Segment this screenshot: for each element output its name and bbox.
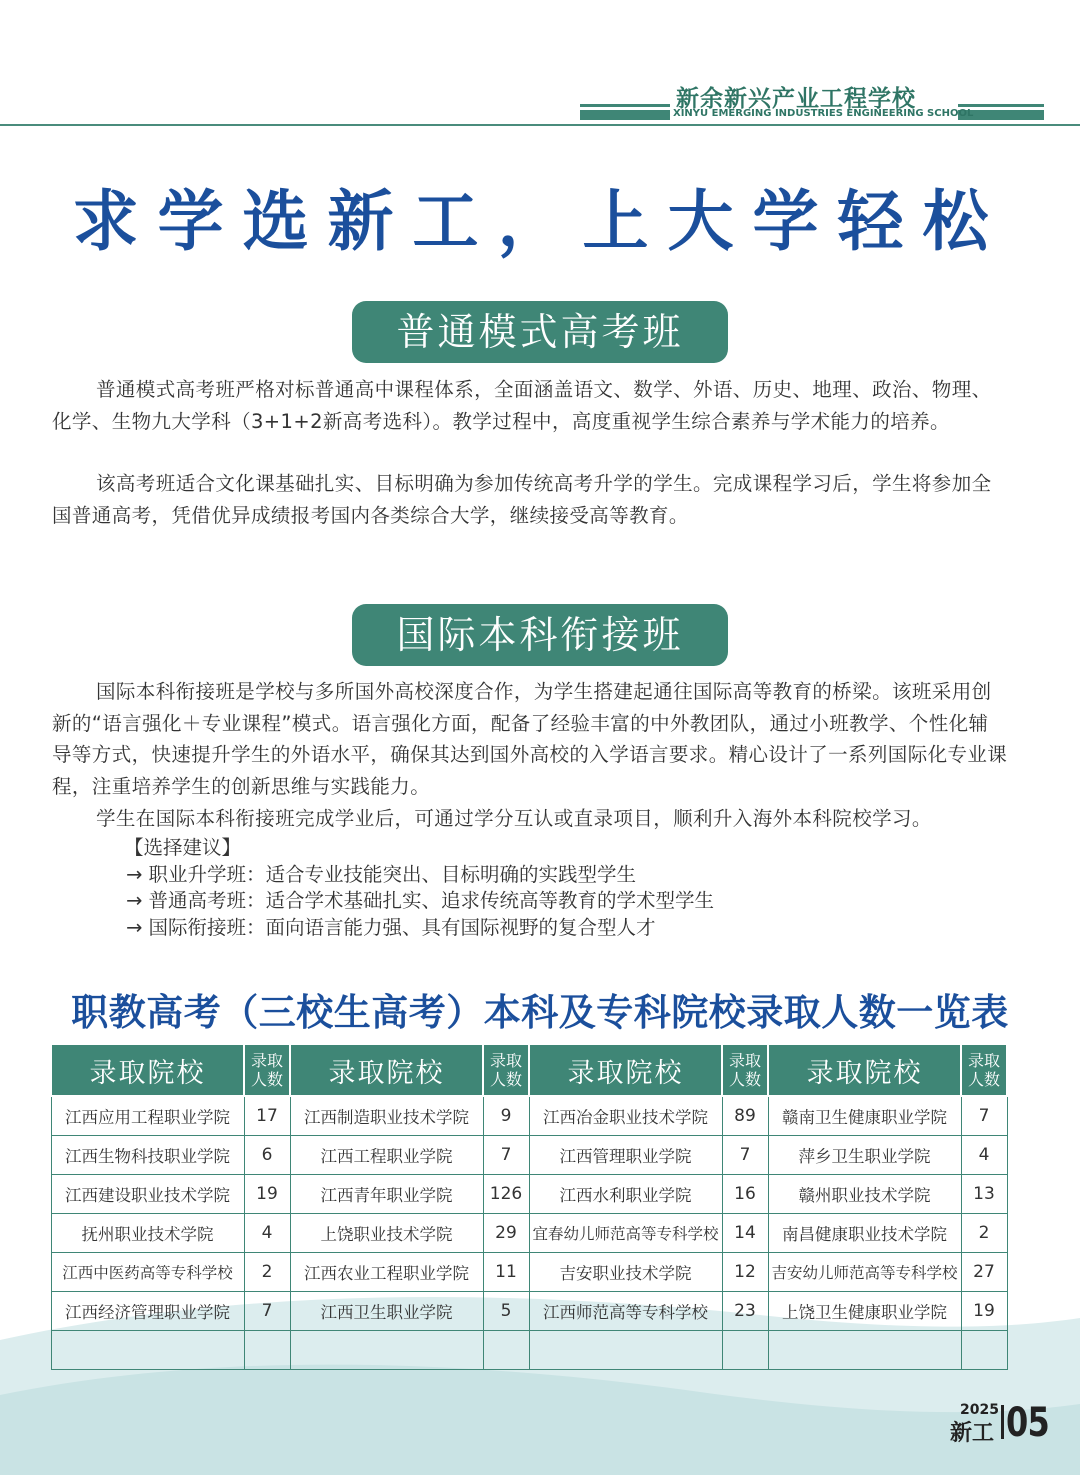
school-cell: 江西建设职业技术学院 [51, 1175, 244, 1214]
page-footer [950, 1400, 1050, 1446]
footer-year: 2025 [960, 1402, 999, 1418]
section1-paragraph1 [52, 374, 1008, 437]
advice-item: → 普通高考班：适合学术基础扎实、追求传统高等教育的学术型学生 [126, 889, 715, 912]
table-row [51, 1096, 1007, 1136]
section1-paragraph2-text: 该高考班适合文化课基础扎实、目标明确为参加传统高考升学的学生。完成课程学习后，学生将参加全国普通高考，凭借优异成绩报考国内各类综合大学，继续接受高等教育。 [52, 472, 992, 527]
count-cell: 12 [722, 1253, 768, 1292]
school-cell: 赣南卫生健康职业学院 [768, 1096, 961, 1136]
school-cell: 江西师范高等专科学校 [529, 1292, 722, 1331]
count-cell: 14 [722, 1214, 768, 1253]
table-row [51, 1253, 1007, 1292]
school-cell [51, 1331, 244, 1370]
count-cell: 4 [244, 1214, 290, 1253]
school-cell: 江西卫生职业学院 [290, 1292, 483, 1331]
school-name-cn: 新余新兴产业工程学校 [676, 86, 916, 112]
count-cell: 5 [483, 1292, 529, 1331]
count-cell: 89 [722, 1096, 768, 1136]
school-cell: 江西青年职业学院 [290, 1175, 483, 1214]
school-cell: 吉安幼儿师范高等专科学校 [768, 1253, 961, 1292]
header-bar-right [958, 104, 1044, 107]
school-cell: 江西管理职业学院 [529, 1136, 722, 1175]
count-cell: 2 [961, 1214, 1007, 1253]
admission-table [50, 1043, 1008, 1370]
table-title: 职教高考（三校生高考）本科及专科院校录取人数一览表 [71, 990, 1009, 1034]
count-cell: 11 [483, 1253, 529, 1292]
table-row [51, 1175, 1007, 1214]
count-cell: 126 [483, 1175, 529, 1214]
header-count-line2: 人数 [967, 1070, 1000, 1089]
section1-paragraph1-text: 普通模式高考班严格对标普通高中课程体系，全面涵盖语文、数学、外语、历史、地理、政治、物理、化学、生物九大学科（3+1+2新高考选科）。教学过程中，高度重视学生综合素养与学术能力的培养。 [52, 378, 992, 433]
count-cell [244, 1331, 290, 1370]
page-number: 05 [1006, 1400, 1049, 1446]
header-count [722, 1044, 768, 1096]
header-bar-left-thick [580, 110, 670, 120]
school-cell [529, 1331, 722, 1370]
school-cell: 吉安职业技术学院 [529, 1253, 722, 1292]
school-cell [290, 1331, 483, 1370]
school-cell: 江西水利职业学院 [529, 1175, 722, 1214]
header-count-line1: 录取 [967, 1051, 1000, 1070]
header-school: 录取院校 [529, 1044, 722, 1096]
advice-item: → 国际衔接班：面向语言能力强、具有国际视野的复合型人才 [126, 915, 656, 939]
section1-paragraph2 [52, 468, 1008, 531]
header-school: 录取院校 [768, 1044, 961, 1096]
table-row [51, 1292, 1007, 1331]
school-cell: 江西应用工程职业学院 [51, 1096, 244, 1136]
section2-paragraph2 [52, 803, 1008, 835]
header-count-line1: 录取 [728, 1051, 761, 1070]
school-cell: 上饶职业技术学院 [290, 1214, 483, 1253]
table-row [51, 1136, 1007, 1175]
school-cell: 赣州职业技术学院 [768, 1175, 961, 1214]
school-cell: 江西冶金职业技术学院 [529, 1096, 722, 1136]
table-row [51, 1214, 1007, 1253]
header-divider [0, 124, 1080, 126]
table-header-row [51, 1044, 1007, 1096]
header-count [483, 1044, 529, 1096]
count-cell: 19 [244, 1175, 290, 1214]
count-cell [722, 1331, 768, 1370]
count-cell: 27 [961, 1253, 1007, 1292]
footer-name: 新工 [950, 1421, 995, 1446]
header-bar-left [580, 104, 670, 107]
school-cell: 上饶卫生健康职业学院 [768, 1292, 961, 1331]
school-name-en: XINYU EMERGING INDUSTRIES ENGINEERING SCHOOL [673, 108, 974, 119]
count-cell: 17 [244, 1096, 290, 1136]
section-title-gaokao-class: 普通模式高考班 [352, 301, 728, 363]
school-cell: 江西农业工程职业学院 [290, 1253, 483, 1292]
section2-paragraph1-text: 国际本科衔接班是学校与多所国外高校深度合作，为学生搭建起通往国际高等教育的桥梁。该班采用创新的“语言强化＋专业课程”模式。语言强化方面，配备了经验丰富的中外教团队，通过小班教学、个性化辅导等方式，快速提升学生的外语水平，确保其达到国外高校的入学语言要求。精心设计了一系列国际化专业课程，注重培养学生的创新思维与实践能力。 [52, 680, 1008, 798]
header-count-line2: 人数 [728, 1070, 761, 1089]
header-count [244, 1044, 290, 1096]
school-cell: 抚州职业技术学院 [51, 1214, 244, 1253]
school-cell: 江西工程职业学院 [290, 1136, 483, 1175]
count-cell [961, 1331, 1007, 1370]
advice-heading: 【选择建议】 [124, 836, 242, 859]
count-cell: 7 [483, 1136, 529, 1175]
section2-paragraph1 [52, 676, 1008, 802]
school-cell: 宜春幼儿师范高等专科学校 [529, 1214, 722, 1253]
table-row-empty [51, 1331, 1007, 1370]
school-cell: 江西中医药高等专科学校 [51, 1253, 244, 1292]
count-cell: 9 [483, 1096, 529, 1136]
school-cell: 江西制造职业技术学院 [290, 1096, 483, 1136]
page-title: 求学选新工，上大学轻松 [72, 183, 1008, 260]
header-count-line1: 录取 [489, 1051, 522, 1070]
school-cell [768, 1331, 961, 1370]
header-school: 录取院校 [290, 1044, 483, 1096]
count-cell: 7 [961, 1096, 1007, 1136]
count-cell: 19 [961, 1292, 1007, 1331]
header-count-line2: 人数 [250, 1070, 283, 1089]
school-cell: 南昌健康职业技术学院 [768, 1214, 961, 1253]
count-cell: 29 [483, 1214, 529, 1253]
section-title-international-class: 国际本科衔接班 [352, 604, 728, 666]
count-cell [483, 1331, 529, 1370]
count-cell: 23 [722, 1292, 768, 1331]
count-cell: 7 [244, 1292, 290, 1331]
school-cell: 萍乡卫生职业学院 [768, 1136, 961, 1175]
school-cell: 江西经济管理职业学院 [51, 1292, 244, 1331]
footer-separator [1001, 1405, 1004, 1439]
count-cell: 2 [244, 1253, 290, 1292]
header-count-line1: 录取 [250, 1051, 283, 1070]
count-cell: 7 [722, 1136, 768, 1175]
count-cell: 4 [961, 1136, 1007, 1175]
header-count [961, 1044, 1007, 1096]
school-cell: 江西生物科技职业学院 [51, 1136, 244, 1175]
count-cell: 16 [722, 1175, 768, 1214]
count-cell: 13 [961, 1175, 1007, 1214]
header-count-line2: 人数 [489, 1070, 522, 1089]
advice-item: → 职业升学班：适合专业技能突出、目标明确的实践型学生 [126, 862, 637, 886]
header-school: 录取院校 [51, 1044, 244, 1096]
advice-block [124, 835, 714, 941]
section2-paragraph2-text: 学生在国际本科衔接班完成学业后，可通过学分互认或直录项目，顺利升入海外本科院校学习。 [96, 807, 932, 830]
count-cell: 6 [244, 1136, 290, 1175]
